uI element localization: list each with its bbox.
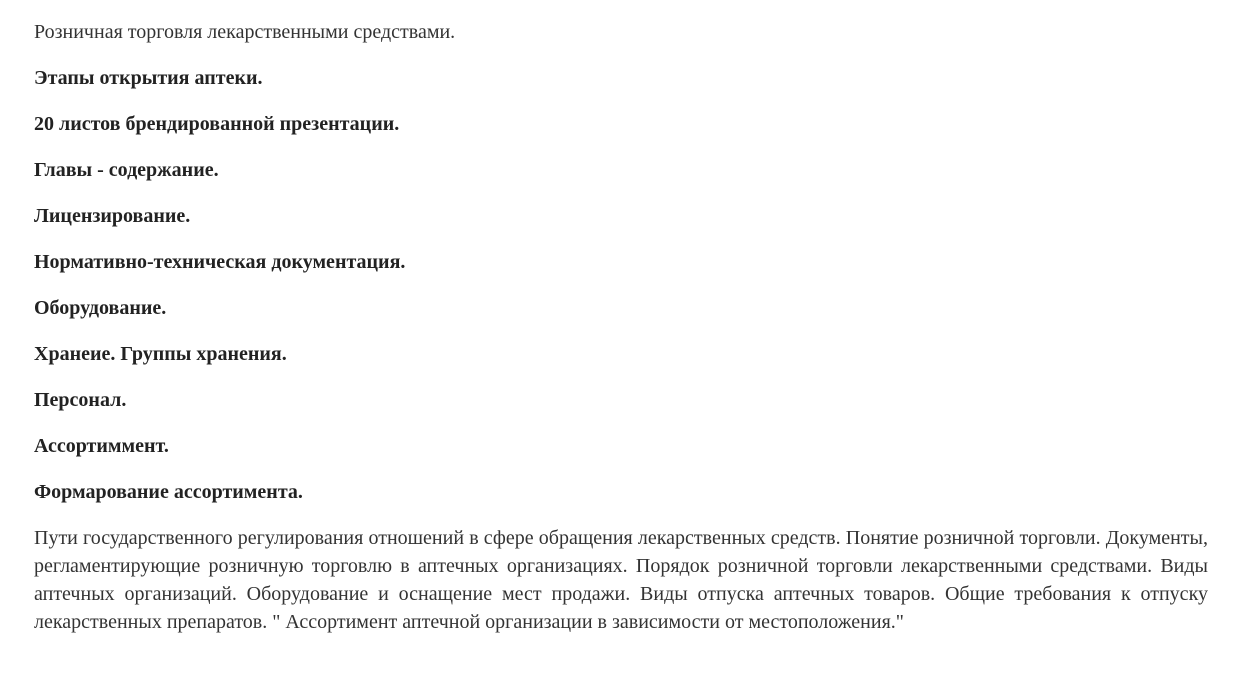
intro-text: Розничная торговля лекарственными средствами. — [34, 21, 456, 43]
description-paragraph: Пути государственного регулирования отношений в сфере обращения лекарственных средств. Понятие розничной торговли. Документы, регламентирующие розничную торговлю в аптечных организациях. Порядок розничной торговли лекарственными средствами. Виды аптечных организаций. Оборудование и оснащение мест продажи. Виды отпуска аптечных товаров. Общие требования к отпуску лекарственных препаратов. " Ассортимент аптечной организации в зависимости от местоположения." — [34, 527, 1208, 633]
heading-storage-groups: Хранеие. Группы хранения. — [34, 343, 287, 365]
heading-assortment: Ассортиммент. — [34, 435, 169, 457]
heading-opening-stages: Этапы открытия аптеки. — [34, 67, 263, 89]
heading-assortment-forming: Формарование ассортимента. — [34, 481, 303, 503]
heading-equipment: Оборудование. — [34, 297, 167, 319]
heading-staff: Персонал. — [34, 389, 127, 411]
heading-licensing: Лицензирование. — [34, 205, 191, 227]
heading-technical-docs: Нормативно-техническая документация. — [34, 251, 406, 273]
heading-chapters-contents: Главы - содержание. — [34, 159, 219, 181]
heading-presentation-slides: 20 листов брендированной презентации. — [34, 113, 400, 135]
